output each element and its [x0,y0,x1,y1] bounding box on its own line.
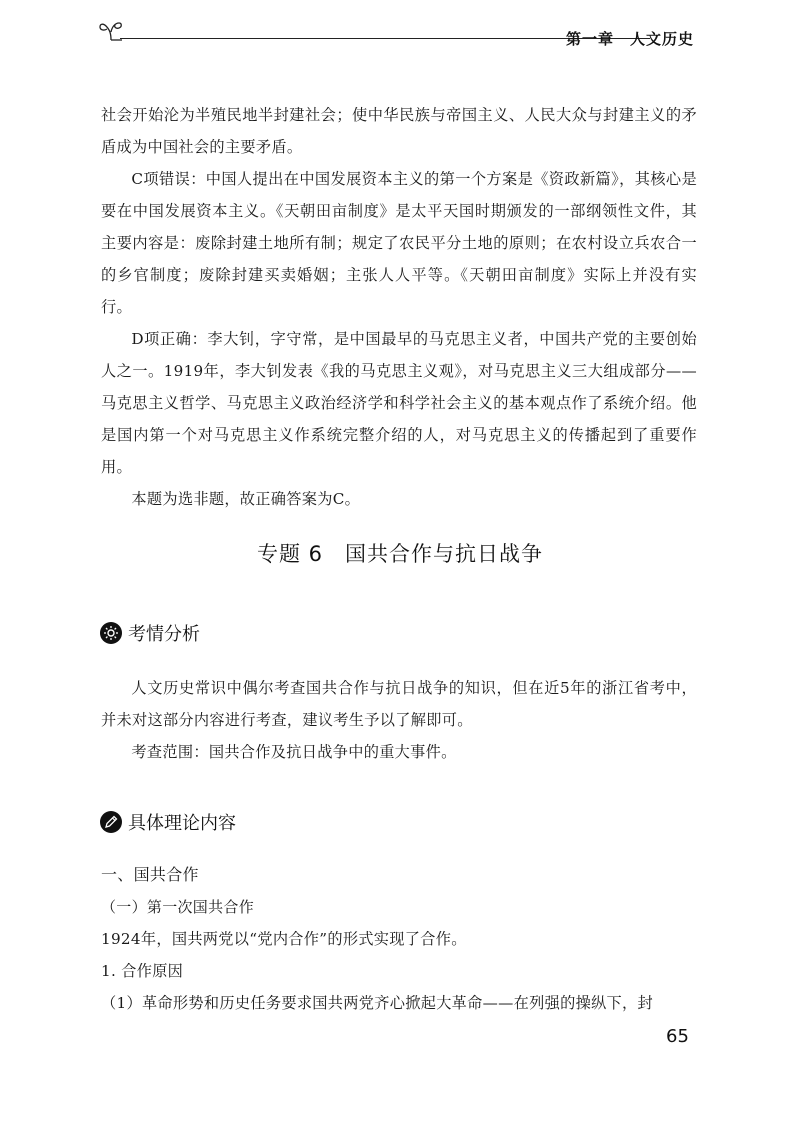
pen-icon [100,811,122,833]
paragraph-continuation: 社会开始沦为半殖民地半封建社会；使中华民族与帝国主义、人民大众与封建主义的矛盾成为中国社会的主要矛盾。 [101,106,697,156]
sub-subsection-heading: （一）第一次国共合作 [101,898,255,916]
theory-heading-text: 具体理论内容 [128,813,236,834]
analysis-heading-text: 考情分析 [128,624,200,645]
paragraph-option-c: C项错误：中国人提出在中国发展资本主义的第一个方案是《资政新篇》，其核心是要在中国发展资本主义。《天朝田亩制度》是太平天国时期颁发的一部纲领性文件，其主要内容是：废除封建土地所有制；规定了农民平分土地的原则；在农村设立兵农合一的乡官制度；废除封建买卖婚姻；主张人人平等。《天朝田亩制度》实际上并没有实行。 [101,170,697,316]
list-item: （1）革命形势和历史任务要求国共两党齐心掀起大革命——在列强的操纵下，封 [101,994,654,1012]
theory-heading [100,809,236,835]
paragraph-option-d: D项正确：李大钊，字守常，是中国最早的马克思主义者，中国共产党的主要创始人之一。1919年，李大钊发表《我的马克思主义观》，对马克思主义三大组成部分——马克思主义哲学、马克思主义政治经济学和科学社会主义的基本观点作了系统介绍。他是国内第一个对马克思主义作系统完整介绍的人，对马克思主义的传播起到了重要作用。 [101,330,697,476]
subsection-heading: 一、国共合作 [101,865,199,884]
lightbulb-icon [100,622,122,644]
top-section [101,99,697,515]
analysis-paragraph: 人文历史常识中偶尔考查国共合作与抗日战争的知识，但在近5年的浙江省考中，并未对这部分内容进行考查，建议考生予以了解即可。 [101,679,697,729]
page-number: 65 [666,1026,689,1047]
analysis-section [101,672,697,768]
list-heading: 1. 合作原因 [101,962,184,980]
theory-section [101,859,697,1019]
chapter-label: 第一章 人文历史 [565,30,694,48]
paragraph-answer: 本题为选非题，故正确答案为C。 [131,490,361,508]
analysis-scope: 考查范围：国共合作及抗日战争中的重大事件。 [131,743,457,761]
analysis-heading [100,620,200,646]
topic-title: 专题 6 国共合作与抗日战争 [256,542,544,566]
intro-line: 1924年，国共两党以“党内合作”的形式实现了合作。 [101,930,467,948]
running-header [98,18,698,52]
